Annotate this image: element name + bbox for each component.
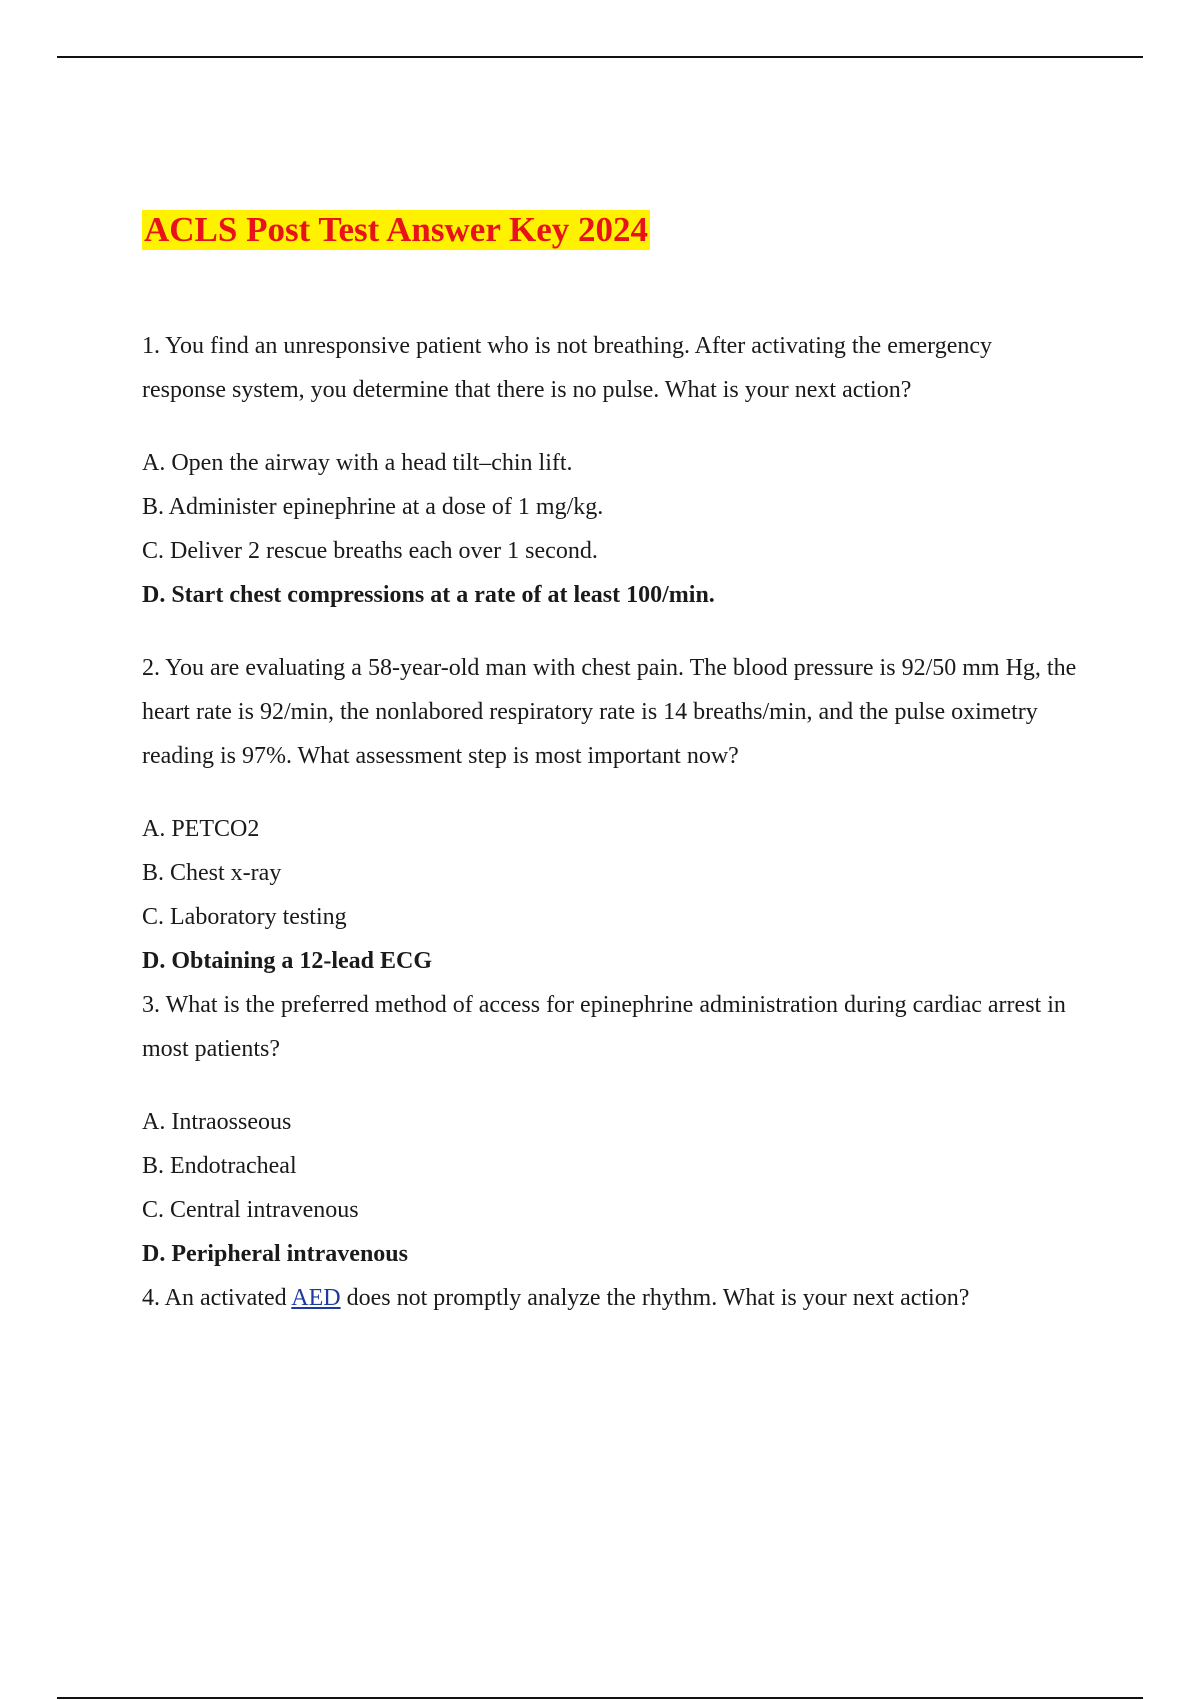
question-3: 3. What is the preferred method of access for epinephrine administration during cardiac arrest in most patients? (142, 992, 1066, 1062)
question-2-options (142, 807, 1082, 983)
question-1-option-a: A. Open the airway with a head tilt–chin lift. (142, 450, 573, 476)
question-2-option-a: A. PETCO2 (142, 816, 260, 842)
question-3-options (142, 1100, 1082, 1276)
document-title: ACLS Post Test Answer Key 2024 (144, 210, 648, 249)
bottom-rule (57, 1697, 1143, 1699)
top-rule (57, 56, 1143, 58)
question-3-option-a: A. Intraosseous (142, 1109, 292, 1135)
question-3-option-c: C. Central intravenous (142, 1197, 359, 1223)
question-1-options (142, 441, 1082, 617)
question-1-option-b: B. Administer epinephrine at a dose of 1 mg/kg. (142, 494, 604, 520)
question-2-option-c: C. Laboratory testing (142, 904, 347, 930)
question-2-option-b: B. Chest x-ray (142, 860, 282, 886)
question-1-option-d-answer: D. Start chest compressions at a rate of at least 100/min. (142, 582, 715, 608)
question-1: 1. You find an unresponsive patient who is not breathing. After activating the emergency response system, you determine that there is no pulse. What is your next action? (142, 333, 993, 403)
question-2-option-d-answer: D. Obtaining a 12-lead ECG (142, 948, 433, 974)
question-1-option-c: C. Deliver 2 rescue breaths each over 1 second. (142, 538, 598, 564)
aed-link[interactable]: AED (291, 1285, 341, 1311)
question-4 (142, 1276, 1082, 1320)
document-body (142, 210, 1082, 1320)
question-3-option-d-answer: D. Peripheral intravenous (142, 1241, 408, 1267)
question-3-option-b: B. Endotracheal (142, 1153, 297, 1179)
question-4-text-end: does not promptly analyze the rhythm. What is your next action? (340, 1285, 970, 1311)
question-4-text-start: 4. An activated (142, 1285, 292, 1311)
question-2: 2. You are evaluating a 58-year-old man with chest pain. The blood pressure is 92/50 mm Hg, the heart rate is 92/min, the nonlabored respiratory rate is 14 breaths/min, and the pulse oximetry reading is 97%. What assessment step is most important now? (142, 655, 1077, 769)
